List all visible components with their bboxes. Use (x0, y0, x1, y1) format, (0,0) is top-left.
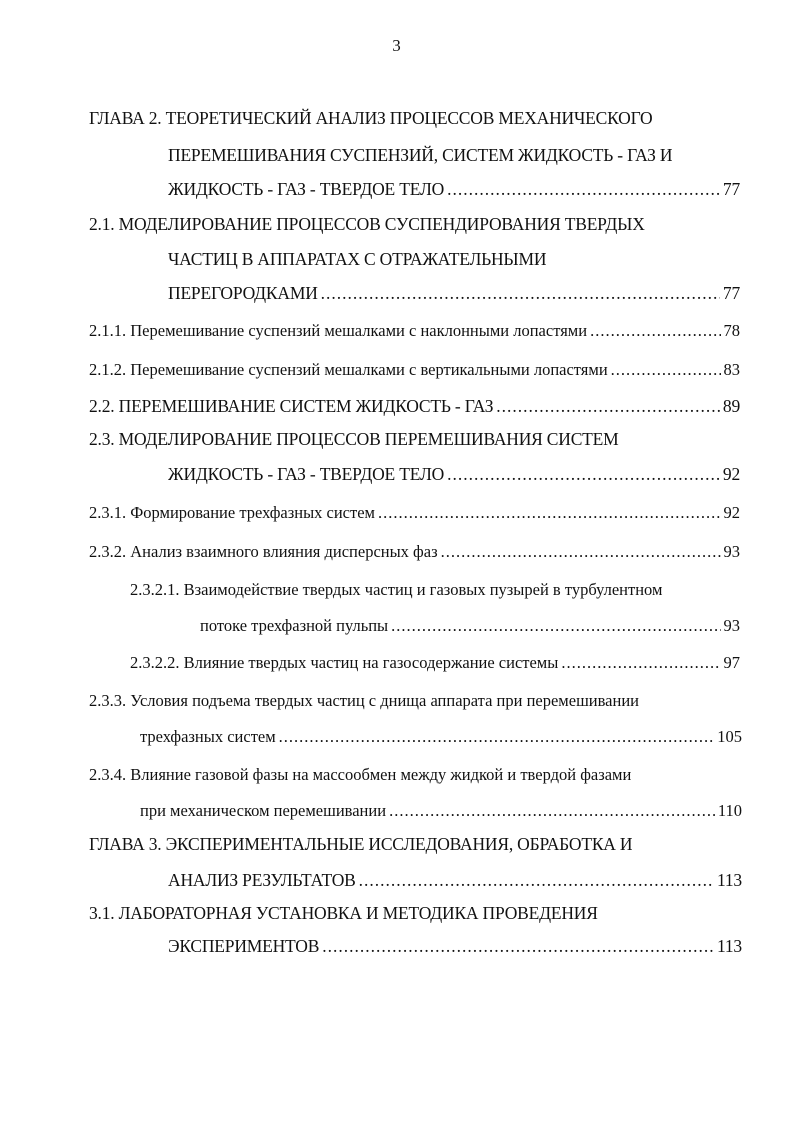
toc-entry-2-1-line-2[interactable]: ЧАСТИЦ В АППАРАТАХ С ОТРАЖАТЕЛЬНЫМИ (168, 249, 547, 269)
toc-page-number: 97 (723, 653, 740, 672)
toc-entry-2-3-1[interactable]: 2.3.1. Формирование трехфазных систем ..... 92 (89, 501, 740, 525)
leader-dots (561, 651, 720, 675)
leader-dots (321, 281, 720, 305)
toc-page-number: 113 (716, 936, 742, 956)
toc-page-number: 93 (723, 616, 740, 635)
toc-entry-2-3-3-line-1[interactable]: 2.3.3. Условия подъема твердых частиц с днища аппарата при перемешивании (89, 691, 639, 710)
toc-entry-chapter-2-line-2[interactable]: ПЕРЕМЕШИВАНИЯ СУСПЕНЗИЙ, СИСТЕМ ЖИДКОСТЬ - ГАЗ И (168, 145, 673, 165)
toc-entry-2-3-line-2[interactable]: ЖИДКОСТЬ - ГАЗ - ТВЕРДОЕ ТЕЛО ..... 92 (168, 462, 740, 486)
toc-entry-chapter-3-line-1[interactable]: ГЛАВА 3. ЭКСПЕРИМЕНТАЛЬНЫЕ ИССЛЕДОВАНИЯ, ОБРАБОТКА И (89, 834, 633, 854)
toc-page-number: 93 (723, 542, 740, 561)
leader-dots (447, 177, 720, 201)
toc-page-number: 92 (722, 464, 740, 484)
toc-entry-chapter-3-line-2[interactable]: АНАЛИЗ РЕЗУЛЬТАТОВ ..... 113 (168, 868, 742, 892)
toc-page-number: 83 (723, 360, 740, 379)
toc-page-number: 78 (723, 321, 740, 340)
toc-entry-2-3-3-line-2[interactable]: трехфазных систем ..... 105 (140, 725, 742, 749)
toc-entry-2-3-4-line-1[interactable]: 2.3.4. Влияние газовой фазы на массообмен между жидкой и твердой фазами (89, 765, 632, 784)
toc-page-number: 105 (717, 727, 742, 746)
leader-dots (391, 614, 720, 638)
leader-dots (359, 868, 714, 892)
toc-entry-2-2[interactable]: 2.2. ПЕРЕМЕШИВАНИЕ СИСТЕМ ЖИДКОСТЬ - ГАЗ ..... 89 (89, 394, 740, 418)
toc-entry-2-3-line-1[interactable]: 2.3. МОДЕЛИРОВАНИЕ ПРОЦЕССОВ ПЕРЕМЕШИВАНИЯ СИСТЕМ (89, 429, 619, 449)
toc-entry-2-3-2-2[interactable]: 2.3.2.2. Влияние твердых частиц на газосодержание системы ..... 97 (130, 651, 740, 675)
toc-entry-2-1-line-3[interactable]: ПЕРЕГОРОДКАМИ ..... 77 (168, 281, 740, 305)
toc-entry-2-1-1[interactable]: 2.1.1. Перемешивание суспензий мешалками с наклонными лопастями ..... 78 (89, 319, 740, 343)
toc-entry-3-1-line-1[interactable]: 3.1. ЛАБОРАТОРНАЯ УСТАНОВКА И МЕТОДИКА ПРОВЕДЕНИЯ (89, 903, 598, 923)
leader-dots (378, 501, 721, 525)
toc-entry-3-1-line-2[interactable]: ЭКСПЕРИМЕНТОВ ..... 113 (168, 934, 742, 958)
toc-entry-2-3-4-line-2[interactable]: при механическом перемешивании ..... 110 (140, 799, 742, 823)
toc-entry-2-3-2-1-line-1[interactable]: 2.3.2.1. Взаимодействие твердых частиц и газовых пузырей в турбулентном (130, 580, 663, 599)
toc-entry-2-3-2[interactable]: 2.3.2. Анализ взаимного влияния дисперсных фаз ..... 93 (89, 540, 740, 564)
toc-entry-2-1-2[interactable]: 2.1.2. Перемешивание суспензий мешалками с вертикальными лопастями ..... 83 (89, 358, 740, 382)
leader-dots (389, 799, 715, 823)
leader-dots (322, 934, 714, 958)
toc-entry-chapter-2-line-3[interactable]: ЖИДКОСТЬ - ГАЗ - ТВЕРДОЕ ТЕЛО ..... 77 (168, 177, 740, 201)
toc-entry-2-1-line-1[interactable]: 2.1. МОДЕЛИРОВАНИЕ ПРОЦЕССОВ СУСПЕНДИРОВАНИЯ ТВЕРДЫХ (89, 214, 645, 234)
toc-page-number: 92 (723, 503, 740, 522)
toc-page-number: 77 (722, 283, 740, 303)
toc-page-number: 89 (722, 396, 740, 416)
leader-dots (279, 725, 715, 749)
page-number: 3 (392, 36, 401, 55)
leader-dots (447, 462, 720, 486)
leader-dots (611, 358, 721, 382)
toc-page-number: 113 (716, 870, 742, 890)
toc-page-number: 110 (717, 801, 742, 820)
leader-dots (496, 394, 720, 418)
toc-page-number: 77 (722, 179, 740, 199)
leader-dots (441, 540, 721, 564)
toc-entry-chapter-2-line-1[interactable]: ГЛАВА 2. ТЕОРЕТИЧЕСКИЙ АНАЛИЗ ПРОЦЕССОВ МЕХАНИЧЕСКОГО (89, 108, 653, 128)
toc-entry-2-3-2-1-line-2[interactable]: потоке трехфазной пульпы ..... 93 (200, 614, 740, 638)
leader-dots (590, 319, 720, 343)
